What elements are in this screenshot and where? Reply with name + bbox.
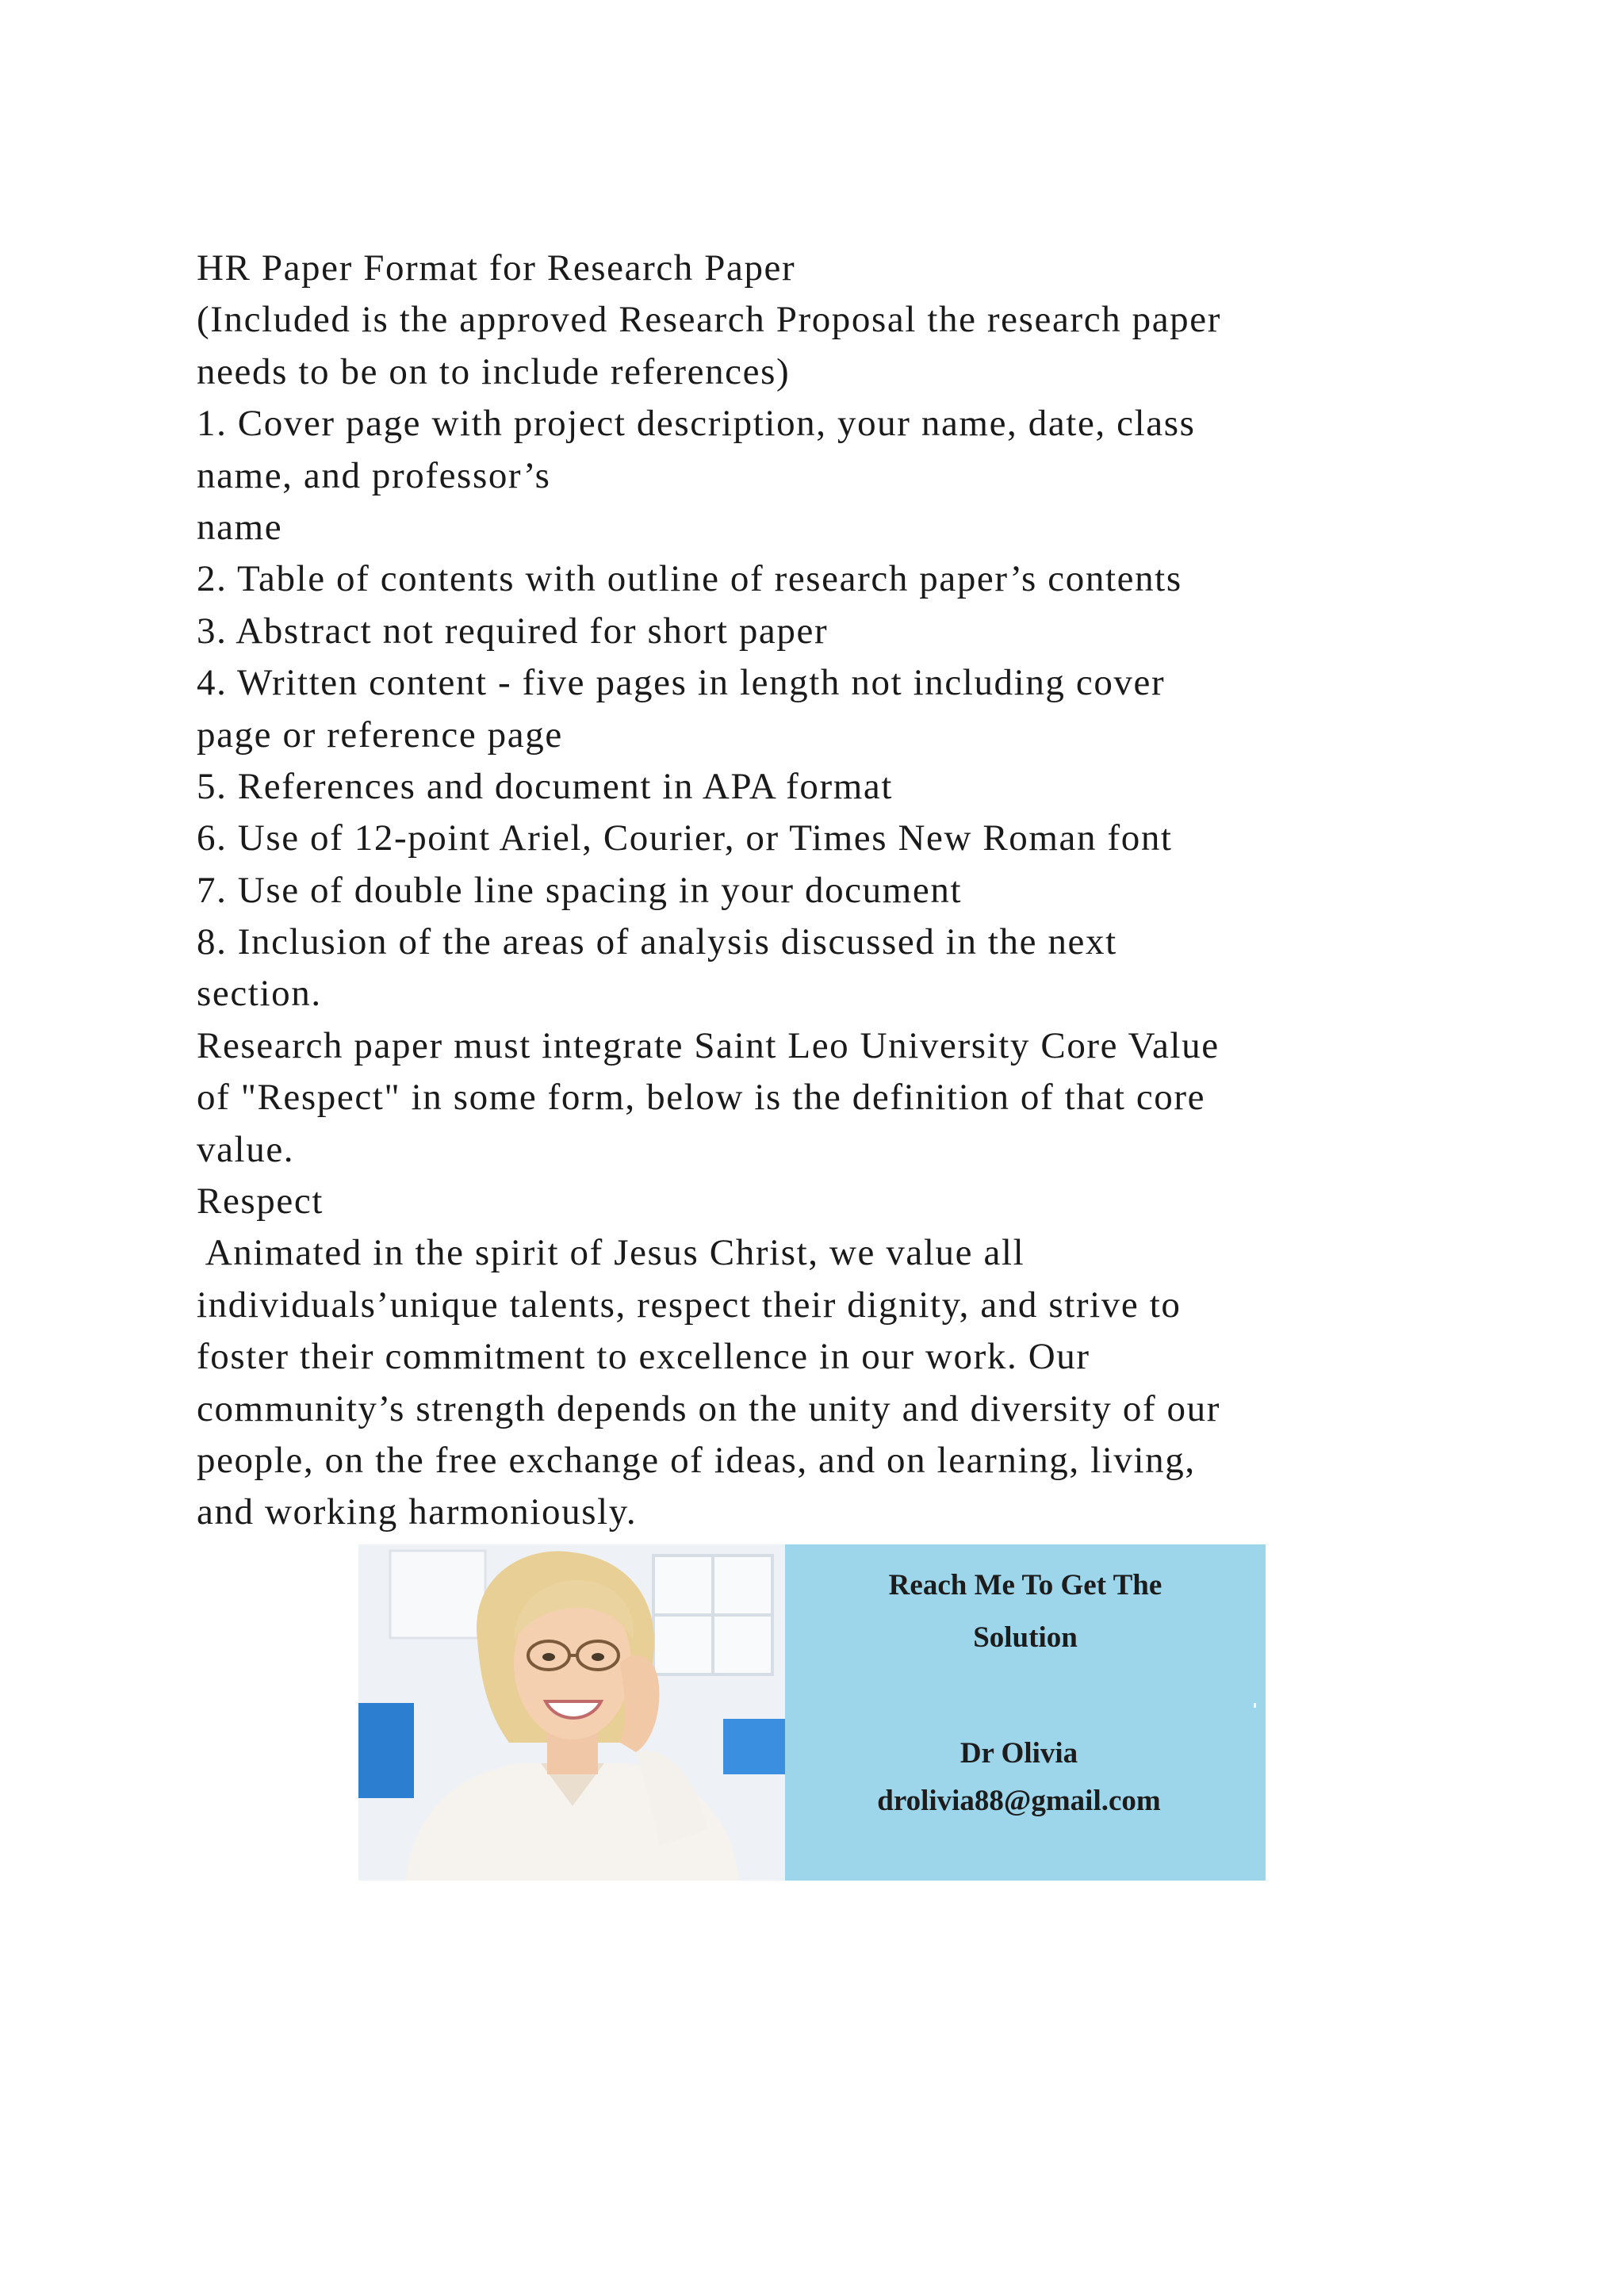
contact-card — [785, 1544, 1266, 1881]
list-item: 6. Use of 12-point Ariel, Courier, or Times New Roman font — [197, 817, 1173, 859]
contact-title-line2: Solution — [973, 1621, 1078, 1654]
woman-with-glasses-photo — [358, 1544, 785, 1881]
list-item: 7. Use of double line spacing in your document — [197, 869, 963, 911]
document-line: Animated in the spirit of Jesus Christ, we value all — [197, 1232, 1025, 1274]
list-item: page or reference page — [197, 714, 563, 756]
list-item: 2. Table of contents with outline of research paper’s contents — [197, 558, 1182, 600]
list-item: 1. Cover page with project description, your name, date, class — [197, 403, 1196, 445]
list-item: 5. References and document in APA format — [197, 765, 894, 807]
document-line: of "Respect" in some form, below is the definition of that core — [197, 1077, 1206, 1119]
list-item: name — [197, 506, 283, 548]
list-item: 8. Inclusion of the areas of analysis discussed in the next — [197, 921, 1117, 963]
contact-banner — [358, 1544, 1266, 1881]
list-item: 3. Abstract not required for short paper — [197, 610, 829, 652]
document-title: HR Paper Format for Research Paper — [197, 247, 796, 289]
contact-email: drolivia88@gmail.com — [877, 1785, 1161, 1817]
document-line: Research paper must integrate Saint Leo University Core Value — [197, 1024, 1220, 1066]
document-line: foster their commitment to excellence in our work. Our — [197, 1336, 1090, 1378]
section-heading: Respect — [197, 1181, 324, 1223]
document-line: and working harmoniously. — [197, 1491, 638, 1533]
contact-title-line1: Reach Me To Get The — [888, 1569, 1162, 1601]
document-line: people, on the free exchange of ideas, and on learning, living, — [197, 1439, 1196, 1481]
document-line: individuals’unique talents, respect their dignity, and strive to — [197, 1284, 1182, 1326]
list-item: name, and professor’s — [197, 454, 551, 496]
document-line: value. — [197, 1128, 295, 1170]
document-line: community’s strength depends on the unity and diversity of our — [197, 1387, 1220, 1429]
contact-name: Dr Olivia — [959, 1737, 1078, 1770]
list-item: section. — [197, 973, 322, 1015]
document-line: needs to be on to include references) — [197, 350, 791, 392]
decorative-dot — [1254, 1703, 1256, 1708]
document-line: (Included is the approved Research Proposal the research paper — [197, 299, 1221, 341]
document-body — [197, 243, 1434, 1539]
list-item: 4. Written content - five pages in length not including cover — [197, 662, 1166, 704]
